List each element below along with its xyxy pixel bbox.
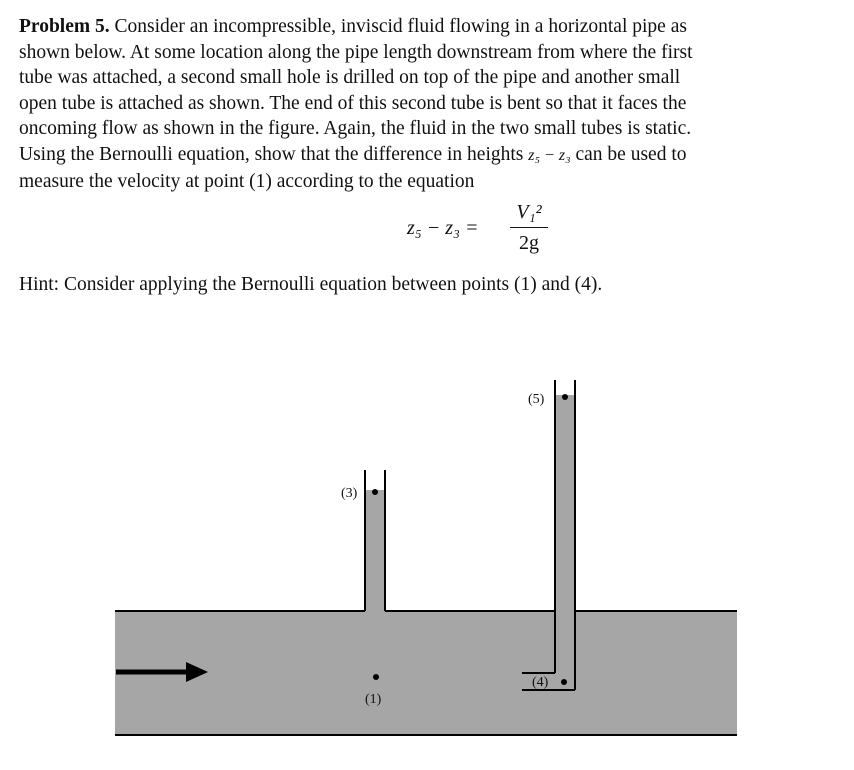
label-point-5: (5) (528, 392, 545, 407)
problem-line-7: measure the velocity at point (1) according to the equation (19, 170, 475, 192)
problem-line-4: open tube is attached as shown. The end of this second tube is bent so that it faces the (19, 92, 687, 114)
hint-text: Hint: Consider applying the Bernoulli equation between points (1) and (4). (19, 274, 603, 295)
label-point-3: (3) (341, 486, 358, 501)
point-1-dot (373, 674, 379, 680)
problem-label: Problem 5. (19, 16, 110, 37)
equation-denominator: 2g (519, 232, 539, 254)
height-difference-expr: z₅ − z₃ (528, 146, 571, 164)
problem-line-3: tube was attached, a second small hole is drilled on top of the pipe and another small (19, 67, 681, 89)
label-point-1: (1) (365, 692, 382, 707)
equation-numerator: V₁² (516, 201, 542, 223)
problem-text-6a: Using the Bernoulli equation, show that the difference in heights (19, 143, 529, 165)
point-3-dot (372, 489, 378, 495)
static-tube-fluid (365, 490, 385, 612)
problem-line-2: shown below. At some location along the pipe length downstream from where the first (19, 41, 693, 63)
problem-text-1: Consider an incompressible, inviscid fluid flowing in a horizontal pipe as (109, 16, 687, 37)
pipe-fluid (115, 611, 737, 735)
problem-line-5: oncoming flow as shown in the figure. Again, the fluid in the two small tubes is static. (19, 118, 692, 140)
pitot-tube-fluid (555, 395, 575, 612)
label-point-4: (4) (532, 675, 549, 690)
point-4-dot (561, 679, 567, 685)
problem-text-6b: can be used to (570, 143, 687, 165)
point-5-dot (562, 394, 568, 400)
equation-lhs: z₅ − z₃ = (407, 217, 479, 239)
